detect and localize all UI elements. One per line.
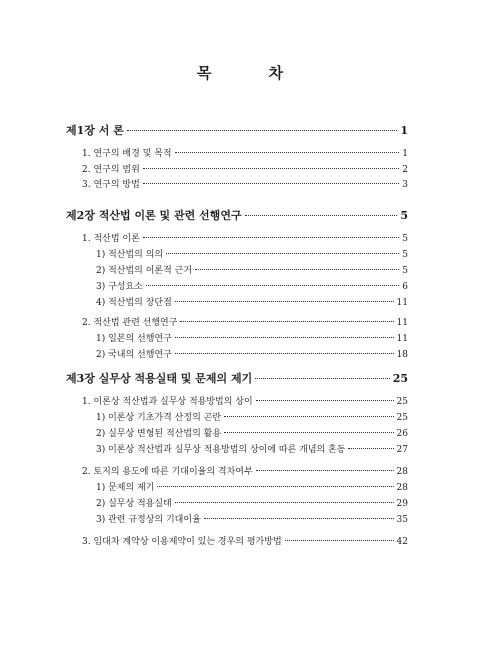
toc-page-number: 2 [402, 165, 408, 175]
toc-entry-label: 1) 적산법의 의의 [96, 250, 164, 260]
toc-entry-label: 2. 연구의 범위 [82, 165, 140, 175]
toc-subsection [96, 442, 408, 455]
dot-leader [224, 416, 394, 417]
toc-entry-label: 제3장 실무상 적용실태 및 문제의 제기 [66, 372, 253, 385]
toc-chapter [66, 370, 408, 386]
toc-chapter [66, 122, 408, 138]
dot-leader [127, 130, 398, 131]
toc-title: 목 차 [196, 64, 310, 82]
toc-page-number: 28 [396, 483, 408, 493]
toc-subsection [96, 263, 408, 276]
toc-entry-label: 2) 실무상 적용실태 [96, 499, 172, 509]
toc-subsection [96, 295, 408, 308]
toc-subsection [96, 410, 408, 423]
toc-entry-label: 제2장 적산법 이론 및 관련 선행연구 [66, 209, 242, 222]
toc-section [82, 534, 408, 547]
toc-entry-label: 2) 적산법의 이론적 근거 [96, 266, 193, 276]
dot-leader [204, 518, 394, 519]
toc-page-number: 27 [396, 445, 408, 455]
toc-page-number: 11 [396, 334, 408, 344]
toc-page-number: 11 [396, 298, 408, 308]
toc-subsection [96, 426, 408, 439]
dot-leader [245, 215, 398, 216]
toc-chapter [66, 207, 408, 223]
toc-section [82, 146, 408, 159]
toc-entry-label: 1) 일본의 선행연구 [96, 334, 172, 344]
toc-subsection [96, 512, 408, 525]
toc-page-number: 28 [396, 467, 408, 477]
toc-section [82, 177, 408, 190]
dot-leader [175, 337, 394, 338]
dot-leader [224, 432, 394, 433]
toc-entry-label: 3) 구성요소 [96, 282, 143, 292]
dot-leader [255, 378, 389, 379]
toc-entry-label: 1) 문제의 제기 [96, 483, 155, 493]
toc-page-number: 25 [392, 372, 408, 385]
dot-leader [195, 269, 399, 270]
toc-entry-label: 3) 관련 규정상의 기대이율 [96, 515, 201, 525]
toc-page-number: 3 [402, 180, 408, 190]
dot-leader [348, 448, 393, 449]
toc-section [82, 464, 408, 477]
toc-page-number: 1 [400, 124, 408, 137]
toc-entry-label: 1. 이론상 적산법과 실무상 적용방법의 상이 [82, 397, 253, 407]
toc-page-number: 6 [402, 282, 408, 292]
dot-leader [175, 301, 394, 302]
toc-page-number: 18 [396, 350, 408, 360]
toc-entry-label: 2. 적산법 관련 선행연구 [82, 318, 178, 328]
toc-entry-label: 3. 임대차 계약상 이용제약이 있는 경우의 평가방법 [82, 537, 282, 547]
toc-subsection [96, 347, 408, 360]
toc-entry-label: 2) 국내의 선행연구 [96, 350, 172, 360]
toc-subsection [96, 247, 408, 260]
toc-entry-label: 3. 연구의 방법 [82, 180, 140, 190]
toc-page-number: 29 [396, 499, 408, 509]
toc-page-number: 11 [396, 318, 408, 328]
dot-leader [180, 321, 393, 322]
toc-page-number: 42 [396, 537, 408, 547]
dot-leader [166, 253, 399, 254]
toc-entry-label: 4) 적산법의 장단점 [96, 298, 172, 308]
toc-entry-label: 1. 적산법 이론 [82, 234, 140, 244]
toc-subsection [96, 480, 408, 493]
dot-leader [285, 540, 394, 541]
toc-entry-label: 1) 이론상 기초가격 산정의 곤란 [96, 413, 222, 423]
dot-leader [256, 400, 394, 401]
toc-page-number: 35 [396, 515, 408, 525]
dot-leader [157, 486, 393, 487]
toc-entry-label: 1. 연구의 배경 및 목적 [82, 149, 172, 159]
dot-leader [175, 353, 394, 354]
dot-leader [175, 152, 400, 153]
dot-leader [143, 183, 399, 184]
dot-leader [175, 502, 394, 503]
dot-leader [146, 285, 399, 286]
toc-subsection [96, 279, 408, 292]
toc-page-number: 1 [402, 149, 408, 159]
toc-page-number: 5 [400, 209, 408, 222]
toc-subsection [96, 331, 408, 344]
dot-leader [143, 237, 399, 238]
toc-page-number: 25 [396, 413, 408, 423]
toc-page-number: 5 [402, 266, 408, 276]
toc-page-number: 25 [396, 397, 408, 407]
dot-leader [256, 470, 394, 471]
toc-section [82, 162, 408, 175]
toc-page-number: 5 [402, 234, 408, 244]
toc-entry-label: 3) 이론상 적산법과 실무상 적용방법의 상이에 따른 개념의 혼동 [96, 445, 346, 455]
toc-section [82, 231, 408, 244]
toc-subsection [96, 496, 408, 509]
toc-page-number: 5 [402, 250, 408, 260]
toc-entry-label: 2. 토지의 용도에 따른 기대이율의 격차여부 [82, 467, 253, 477]
toc-section [82, 315, 408, 328]
toc-section [82, 394, 408, 407]
dot-leader [143, 168, 399, 169]
toc-page-number: 26 [396, 429, 408, 439]
toc-entry-label: 2) 실무상 변형된 적산법의 활용 [96, 429, 222, 439]
toc-entry-label: 제1장 서 론 [66, 124, 124, 137]
